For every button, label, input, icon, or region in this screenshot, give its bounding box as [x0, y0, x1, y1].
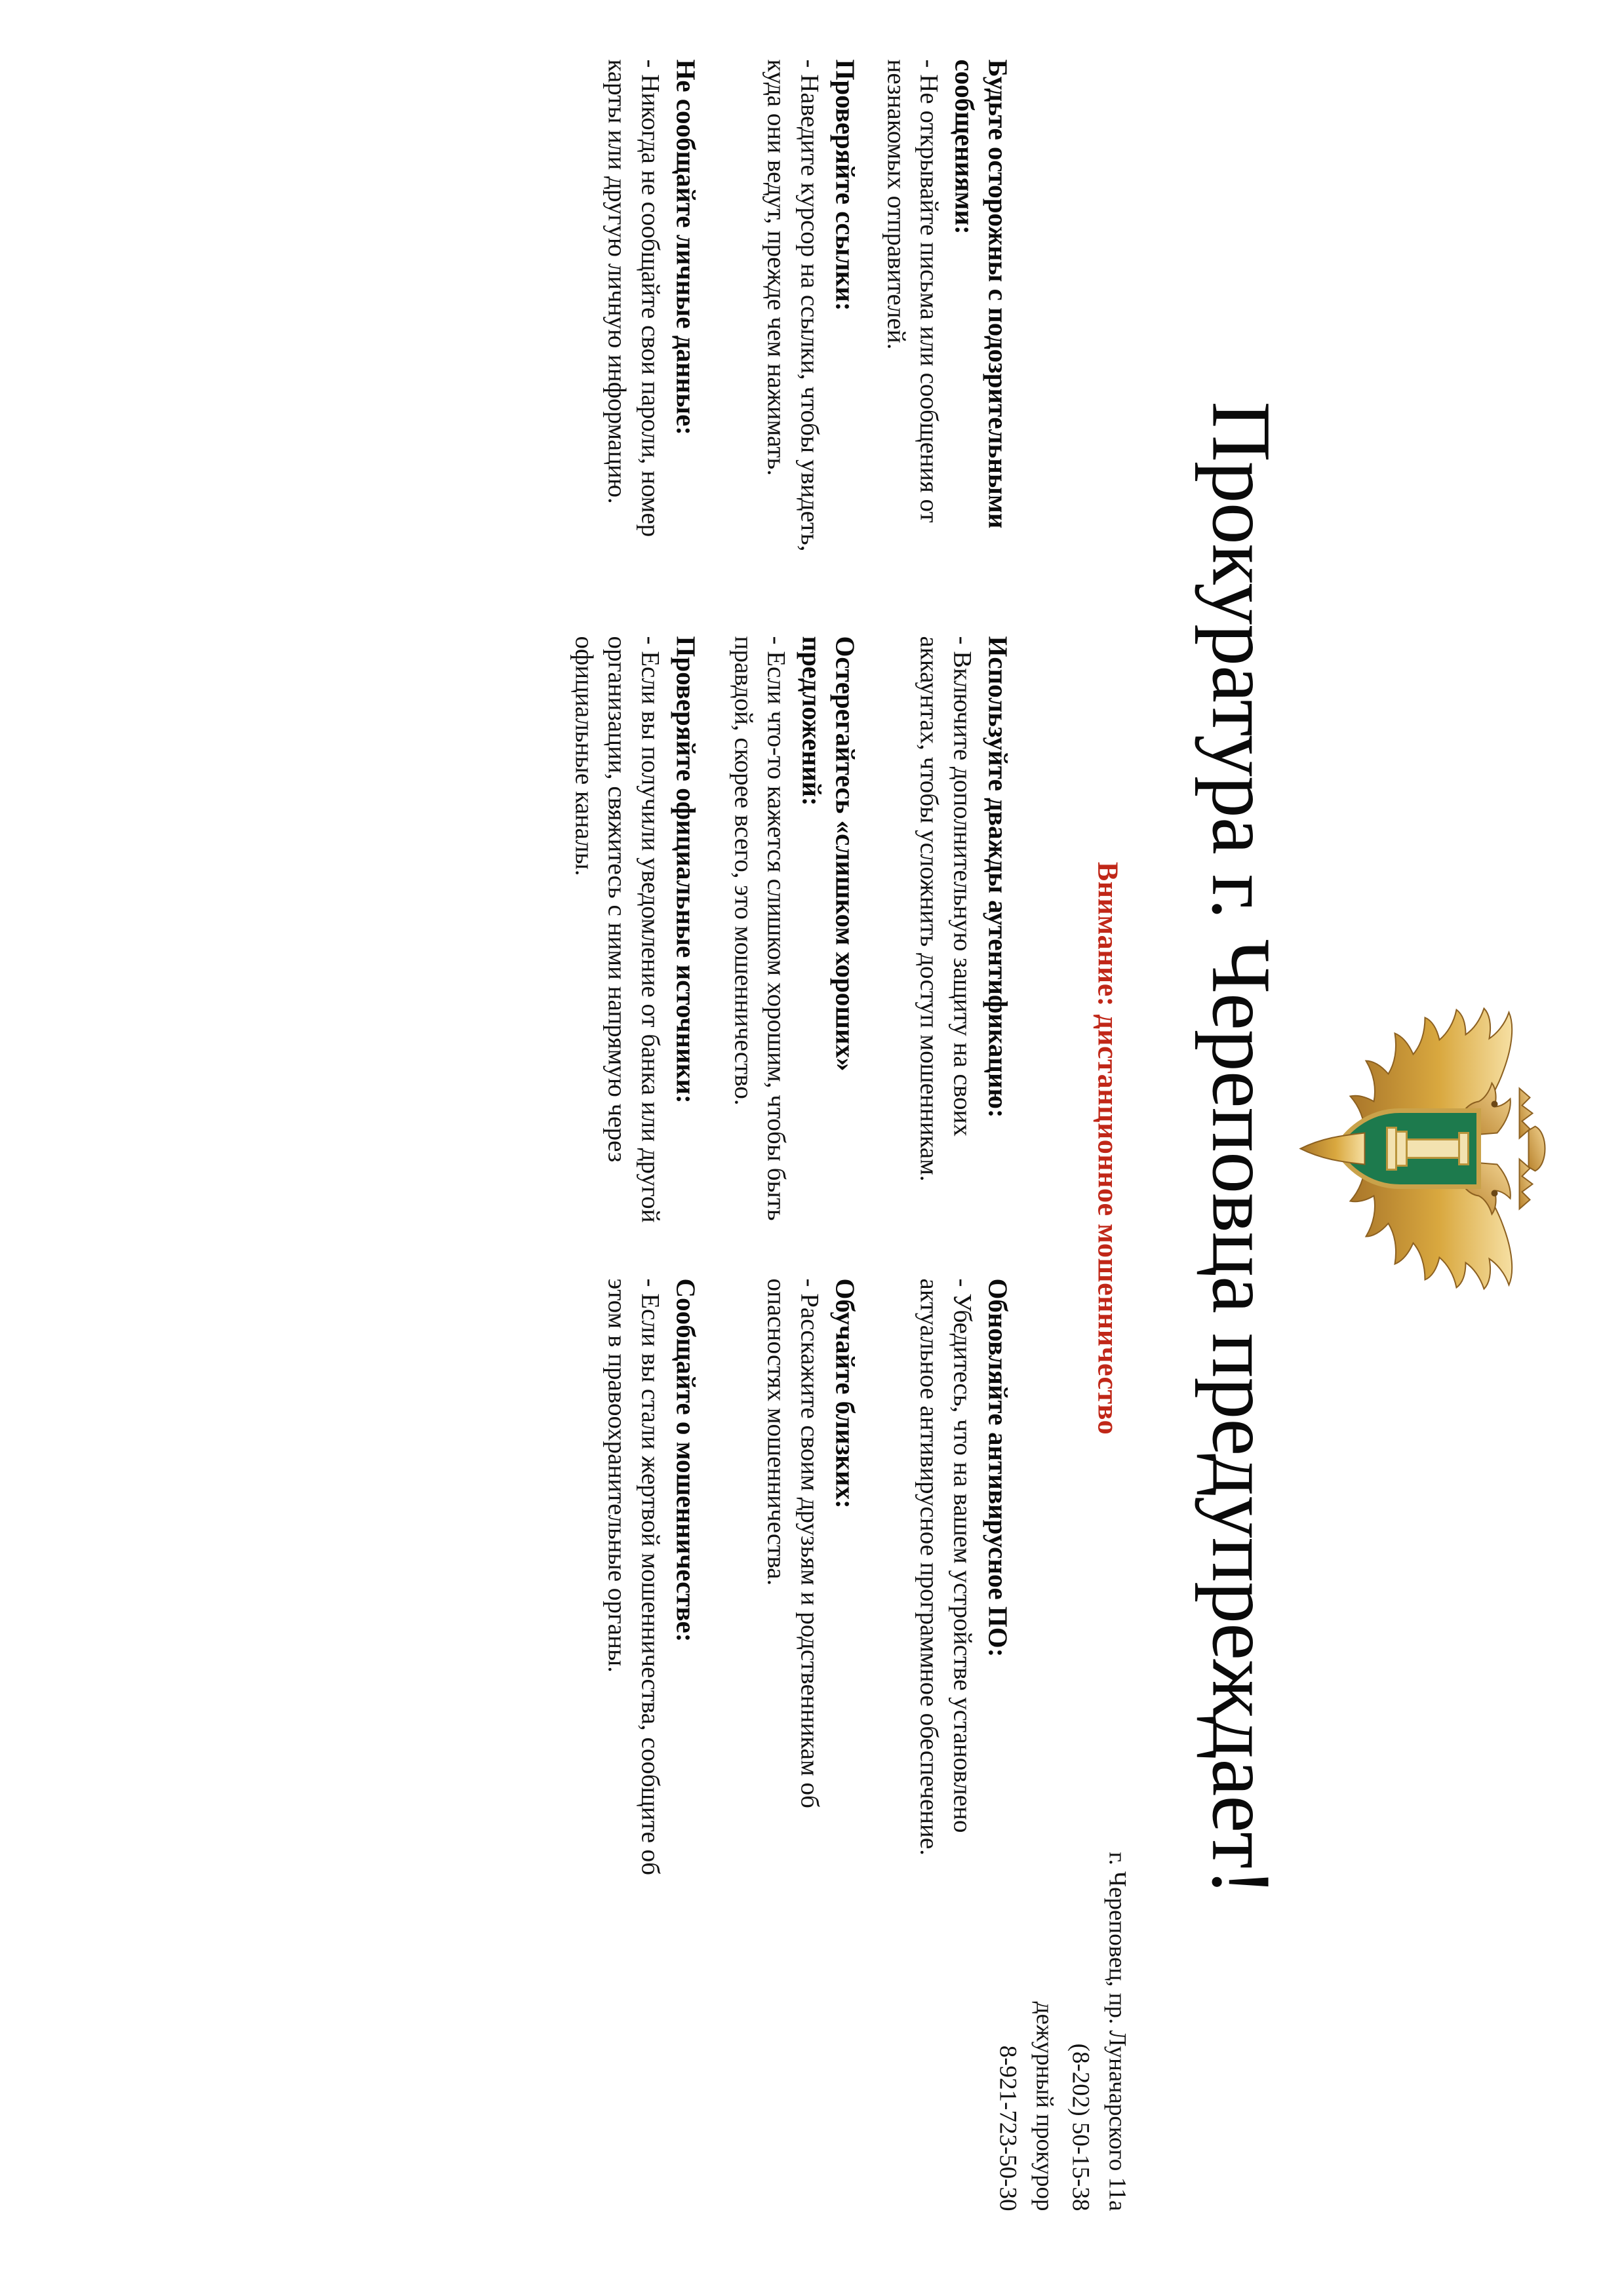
advice-title: Обучайте близких: [829, 1278, 860, 1509]
advice-text: - Если вы получили уведомление от банка или другой организации, свяжитесь с ними напрямую через официальные каналы. [569, 636, 665, 1222]
contact-address: г. Череповец, пр. Луначарского 11а [1103, 1852, 1130, 2211]
contact-phone-duty: 8-921-723-50-30 [994, 2045, 1021, 2211]
advice-block-teach-relatives [759, 1278, 861, 1934]
advice-block-antivirus [912, 1278, 1014, 1934]
advice-title: Проверяйте ссылки: [829, 59, 860, 311]
advice-title: Остерегайтесь «слишком хороших» предложений: [797, 636, 860, 1072]
advice-text: - Включите дополнительную защиту на своих аккаунтах, чтобы усложнить доступ мошенникам. [915, 636, 977, 1182]
advice-block-report-fraud [600, 1278, 702, 1934]
advice-text: - Убедитесь, что на вашем устройстве установлено актуальное антивирусное программное обеспечение. [915, 1278, 977, 1856]
russian-federation-prosecutor-emblem-icon [1282, 1004, 1557, 1293]
poster-header [1151, 59, 1557, 2237]
advice-block-suspicious-messages [879, 59, 1014, 636]
advice-text: - Никогда не сообщайте свои пароли, номер карты или другую личную информацию. [603, 59, 665, 537]
advice-block-check-links [759, 59, 861, 636]
advice-text: - Расскажите своим друзьям и родственникам об опасностях мошенничества. [762, 1278, 824, 1808]
advice-columns [566, 59, 1014, 2237]
advice-title: Проверяйте официальные источники: [670, 636, 701, 1104]
advice-text: - Наведите курсор на ссылки, чтобы увидеть, куда они ведут, прежде чем нажимать. [762, 59, 824, 551]
advice-block-personal-data [600, 59, 702, 636]
advice-text: - Если вы стали жертвой мошенничества, сообщите об этом в правоохранительные органы. [603, 1278, 665, 1875]
advice-block-two-factor [912, 636, 1014, 1278]
contacts-block [989, 1852, 1135, 2211]
contact-phone-main: (8-202) 50-15-38 [1067, 2043, 1094, 2211]
advice-text: - Не открывайте письма или сообщения от незнакомых отправителей. [881, 59, 943, 523]
advice-title: Не сообщайте личные данные: [670, 59, 701, 435]
advice-title: Будьте осторожны с подозрительными сообщениями: [949, 59, 1013, 528]
advice-text: - Если что-то кажется слишком хорошим, чтобы быть правдой, скорее всего, это мошенничество. [728, 636, 791, 1221]
advice-row [726, 59, 861, 2237]
advice-title: Сообщайте о мошенничестве: [670, 1278, 701, 1642]
advice-block-official-sources [566, 636, 702, 1278]
attention-line: Внимание: дистанционное мошенничество [1092, 861, 1124, 1435]
page-title: Прокуратура г. Череповца предупреждает! [1195, 400, 1288, 1896]
advice-row [566, 59, 702, 2237]
advice-title: Используйте дважды аутентификацию: [983, 636, 1013, 1118]
contact-duty-label: дежурный прокурор [1031, 2001, 1058, 2211]
advice-title: Обновляйте антивирусное ПО: [983, 1278, 1013, 1657]
advice-block-too-good-offers [726, 636, 861, 1278]
row-spacer [702, 59, 726, 2237]
